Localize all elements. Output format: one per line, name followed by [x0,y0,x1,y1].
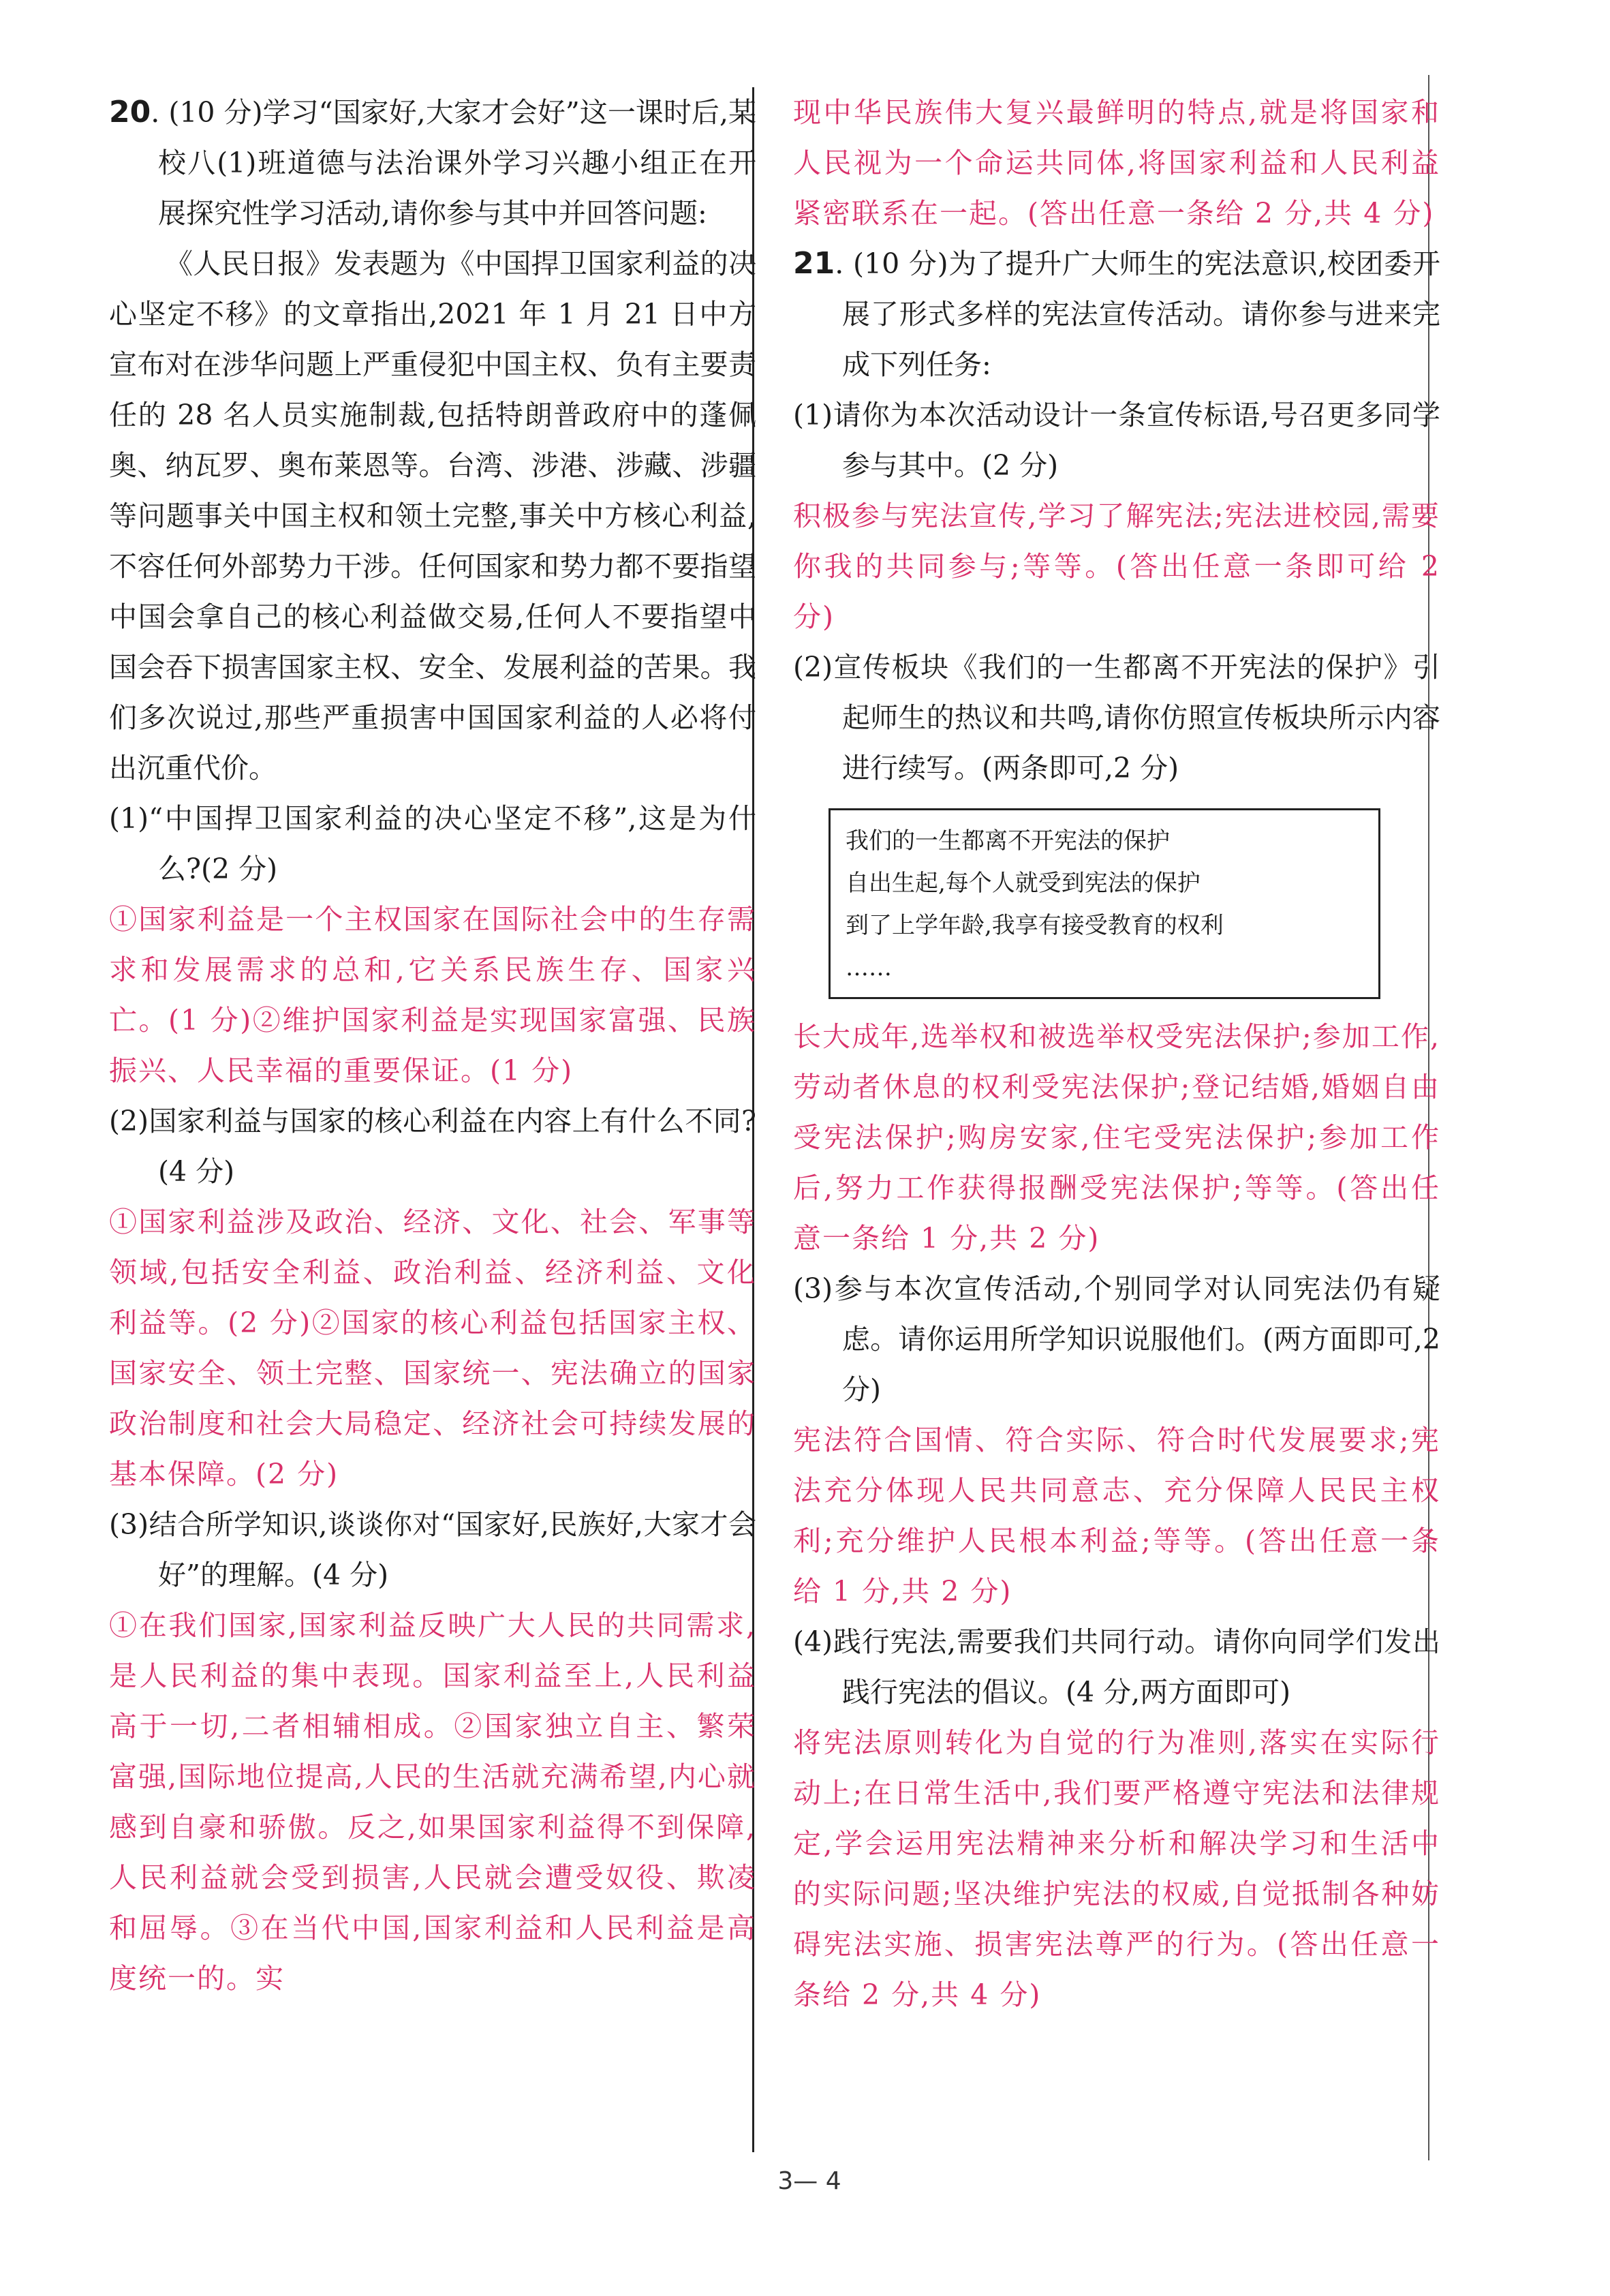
publicity-panel-line: 自出生起,每个人就受到宪法的保护 [846,870,1201,897]
q20-sub2-answer: ①国家利益涉及政治、经济、文化、社会、军事等领域,包括安全利益、政治利益、经济利益、文化利益等。(2 分)②国家的核心利益包括国家主权、国家安全、领土完整、国家统一、宪法确立的国家政治制度和社会大局稳定、经济社会可持续发展的基本保障。(2 分) [109,1206,756,1490]
q21-sub4-question: (4)践行宪法,需要我们共同行动。请你向同学们发出践行宪法的倡议。(4 分,两方面即可) [793,1625,1440,1709]
publicity-panel-line: …… [846,954,892,981]
publicity-panel-box [829,808,1380,999]
publicity-panel-line: 我们的一生都离不开宪法的保护 [846,827,1170,855]
q21-sub1-question: (1)请你为本次活动设计一条宣传标语,号召更多同学参与其中。(2 分) [793,399,1440,482]
q21-sub2-question: (2)宣传板块《我们的一生都离不开宪法的保护》引起师生的热议和共鸣,请你仿照宣传板块所示内容进行续写。(两条即可,2 分) [793,651,1440,784]
q20-sub2-question: (2)国家利益与国家的核心利益在内容上有什么不同?(4 分) [109,1105,756,1188]
q20-sub1-question: (1)“中国捍卫国家利益的决心坚定不移”,这是为什么?(2 分) [109,802,756,885]
right-column [793,87,1440,2020]
q20-stem: 20. (10 分)学习“国家好,大家才会好”这一课时后,某校八(1)班道德与法治课外学习兴趣小组正在开展探究性学习活动,请你参与其中并回答问题: [109,95,756,230]
left-column [109,87,756,2004]
q21-sub3-question: (3)参与本次宣传活动,个别同学对认同宪法仍有疑虑。请你运用所学知识说服他们。(两方面即可,2 分) [793,1272,1440,1406]
publicity-panel-line: 到了上学年龄,我享有接受教育的权利 [846,912,1224,939]
q21-sub4-answer: 将宪法原则转化为自觉的行为准则,落实在实际行动上;在日常生活中,我们要严格遵守宪法和法律规定,学会运用宪法精神来分析和解决学习和生活中的实际问题;坚决维护宪法的权威,自觉抵制各种妨碍宪法实施、损害宪法尊严的行为。(答出任意一条给 2 分,共 4 分) [793,1726,1440,2011]
q20-sub3-question: (3)结合所学知识,谈谈你对“国家好,民族好,大家才会好”的理解。(4 分) [109,1508,756,1591]
q20-sub3-answer-continued: 现中华民族伟大复兴最鲜明的特点,就是将国家和人民视为一个命运共同体,将国家利益和人民利益紧密联系在一起。(答出任意一条给 2 分,共 4 分) [793,96,1440,230]
q20-number: 20 [109,95,151,129]
q20-sub3-answer: ①在我们国家,国家利益反映广大人民的共同需求,是人民利益的集中表现。国家利益至上,人民利益高于一切,二者相辅相成。②国家独立自主、繁荣富强,国际地位提高,人民的生活就充满希望,内心就感到自豪和骄傲。反之,如果国家利益得不到保障,人民利益就会受到损害,人民就会遭受奴役、欺凌和屈辱。③在当代中国,国家利益和人民利益是高度统一的。实 [109,1609,756,1995]
page-number: 3— 4 [777,2167,841,2195]
q21-sub2-answer: 长大成年,选举权和被选举权受宪法保护;参加工作,劳动者休息的权利受宪法保护;登记结婚,婚姻自由受宪法保护;购房安家,住宅受宪法保护;参加工作后,努力工作获得报酬受宪法保护;等等。(答出任意一条给 1 分,共 2 分) [793,1020,1440,1255]
q21-sub1-answer: 积极参与宪法宣传,学习了解宪法;宪法进校园,需要你我的共同参与;等等。(答出任意一条即可给 2 分) [793,500,1440,633]
q21-sub3-answer: 宪法符合国情、符合实际、符合时代发展要求;宪法充分体现人民共同意志、充分保障人民民主权利;充分维护人民根本利益;等等。(答出任意一条给 1 分,共 2 分) [793,1424,1440,1608]
q21-number: 21 [793,246,835,281]
q20-material: 《人民日报》发表题为《中国捍卫国家利益的决心坚定不移》的文章指出,2021 年 1 月 21 日中方宣布对在涉华问题上严重侵犯中国主权、负有主要责任的 28 名人员实施制裁,包括特朗普政府中的蓬佩奥、纳瓦罗、奥布莱恩等。台湾、涉港、涉藏、涉疆等问题事关中国主权和领土完整,事关中方核心利益,不容任何外部势力干涉。任何国家和势力都不要指望中国会拿自己的核心利益做交易,任何人不要指望中国会吞下损害国家主权、安全、发展利益的苦果。我们多次说过,那些严重损害中国国家利益的人必将付出沉重代价。 [109,247,756,784]
q21-stem: 21. (10 分)为了提升广大师生的宪法意识,校团委开展了形式多样的宪法宣传活动。请你参与进来完成下列任务: [793,246,1440,381]
q20-sub1-answer: ①国家利益是一个主权国家在国际社会中的生存需求和发展需求的总和,它关系民族生存、国家兴亡。(1 分)②维护国家利益是实现国家富强、民族振兴、人民幸福的重要保证。(1 分) [109,903,756,1087]
